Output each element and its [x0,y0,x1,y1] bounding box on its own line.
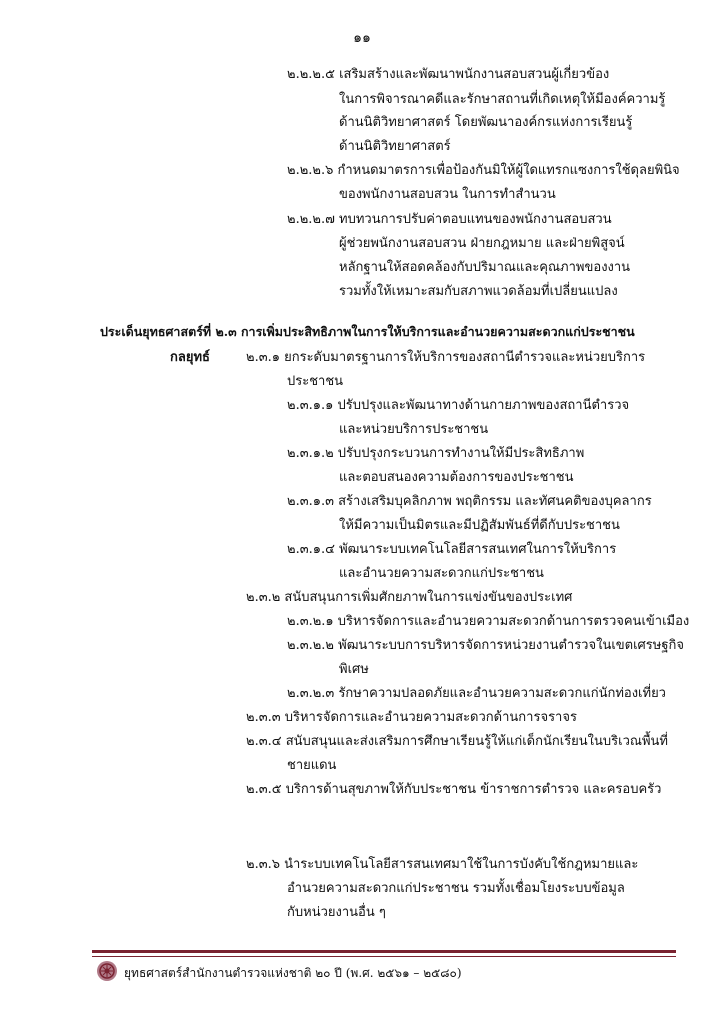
strategy-label: กลยุทธ์ [170,350,210,365]
item-2-2-2-6: ๒.๒.๒.๖ กำหนดมาตรการเพื่อป้องกันมิให้ผู้ใดแทรกแซงการใช้ดุลยพินิจ [287,163,680,178]
item-2-2-2-7: ๒.๒.๒.๗ ทบทวนการปรับค่าตอบแทนของพนักงานสอบสวน [287,212,612,227]
item-2-3-6-line3: กับหน่วยงานอื่น ๆ [287,905,386,920]
item-2-3-2-2-line2: พิเศษ [339,662,369,677]
item-2-3-4: ๒.๓.๔ สนับสนุนและส่งเสริมการศึกษาเรียนรู้ให้แก่เด็กนักเรียนในบริเวณพื้นที่ [246,734,668,749]
footer-rule-thin [92,956,676,957]
item-2-3-2: ๒.๓.๒ สนับสนุนการเพิ่มศักยภาพในการแข่งขันของประเทศ [246,590,573,605]
strategic-issue-heading: ประเด็นยุทธศาสตร์ที่ ๒.๓ การเพิ่มประสิทธิภาพในการให้บริการและอำนวยความสะดวกแก่ประชาชน [100,324,635,339]
footer-rule-thick [92,950,676,953]
page-number: ๑๑ [353,30,371,46]
item-2-3-6: ๒.๓.๖ นำระบบเทคโนโลยีสารสนเทศมาใช้ในการบังคับใช้กฎหมายและ [246,857,639,872]
item-2-2-2-5-line3: ด้านนิติวิทยาศาสตร์ โดยพัฒนาองค์กรแห่งการเรียนรู้ [339,115,633,130]
item-2-2-2-7-line2: ผู้ช่วยพนักงานสอบสวน ฝ่ายกฎหมาย และฝ่ายพิสูจน์ [339,236,625,251]
item-2-3-1-1-line2: และหน่วยบริการประชาชน [339,422,489,437]
item-2-3-1-line2: ประชาชน [287,374,344,389]
item-2-3-2-1: ๒.๓.๒.๑ บริหารจัดการและอำนวยความสะดวกด้านการตรวจคนเข้าเมือง [287,614,690,629]
item-2-2-2-7-line3: หลักฐานให้สอดคล้องกับปริมาณและคุณภาพของงาน [339,260,631,275]
item-2-3-1-2: ๒.๓.๑.๒ ปรับปรุงกระบวนการทำงานให้มีประสิทธิภาพ [287,446,585,461]
item-2-3-5: ๒.๓.๕ บริการด้านสุขภาพให้กับประชาชน ข้าราชการตำรวจ และครอบครัว [246,782,662,797]
item-2-3-1-2-line2: และตอบสนองความต้องการของประชาชน [339,470,574,485]
item-2-3-1-3: ๒.๓.๑.๓ สร้างเสริมบุคลิกภาพ พฤติกรรม และทัศนคติของบุคลากร [287,494,652,509]
item-2-3-2-2: ๒.๓.๒.๒ พัฒนาระบบการบริหารจัดการหน่วยงานตำรวจในเขตเศรษฐกิจ [287,638,685,653]
item-2-3-1-1: ๒.๓.๑.๑ ปรับปรุงและพัฒนาทางด้านกายภาพของสถานีตำรวจ [287,398,630,413]
police-emblem-icon [96,960,118,982]
item-2-3-1-4: ๒.๓.๑.๔ พัฒนาระบบเทคโนโลยีสารสนเทศในการให้บริการ [287,542,617,557]
item-2-2-2-5-line2: ในการพิจารณาคดีและรักษาสถานที่เกิดเหตุให้มีองค์ความรู้ [339,92,666,107]
item-2-2-2-7-line4: รวมทั้งให้เหมาะสมกับสภาพแวดล้อมที่เปลี่ยนแปลง [339,284,618,299]
item-2-3-1: ๒.๓.๑ ยกระดับมาตรฐานการให้บริการของสถานีตำรวจและหน่วยบริการ [246,350,646,365]
item-2-3-1-3-line2: ให้มีความเป็นมิตรและมีปฏิสัมพันธ์ที่ดีกับประชาชน [339,518,620,533]
item-2-2-2-5: ๒.๒.๒.๕ เสริมสร้างและพัฒนาพนักงานสอบสวนผู้เกี่ยวข้อง [287,67,610,82]
item-2-3-4-line2: ชายแดน [287,758,337,773]
item-2-2-2-6-line2: ของพนักงานสอบสวน ในการทำสำนวน [339,187,556,202]
item-2-3-2-3: ๒.๓.๒.๓ รักษาความปลอดภัยและอำนวยความสะดวกแก่นักท่องเที่ยว [287,686,666,701]
footer-title: ยุทธศาสตร์สำนักงานตำรวจแห่งชาติ ๒๐ ปี (พ.ศ. ๒๕๖๑ – ๒๕๘๐) [124,966,462,980]
item-2-3-3: ๒.๓.๓ บริหารจัดการและอำนวยความสะดวกด้านการจราจร [246,710,577,725]
item-2-2-2-5-line4: ด้านนิติวิทยาศาสตร์ [339,139,451,154]
item-2-3-6-line2: อำนวยความสะดวกแก่ประชาชน รวมทั้งเชื่อมโยงระบบข้อมูล [287,881,625,896]
item-2-3-1-4-line2: และอำนวยความสะดวกแก่ประชาชน [339,566,544,581]
